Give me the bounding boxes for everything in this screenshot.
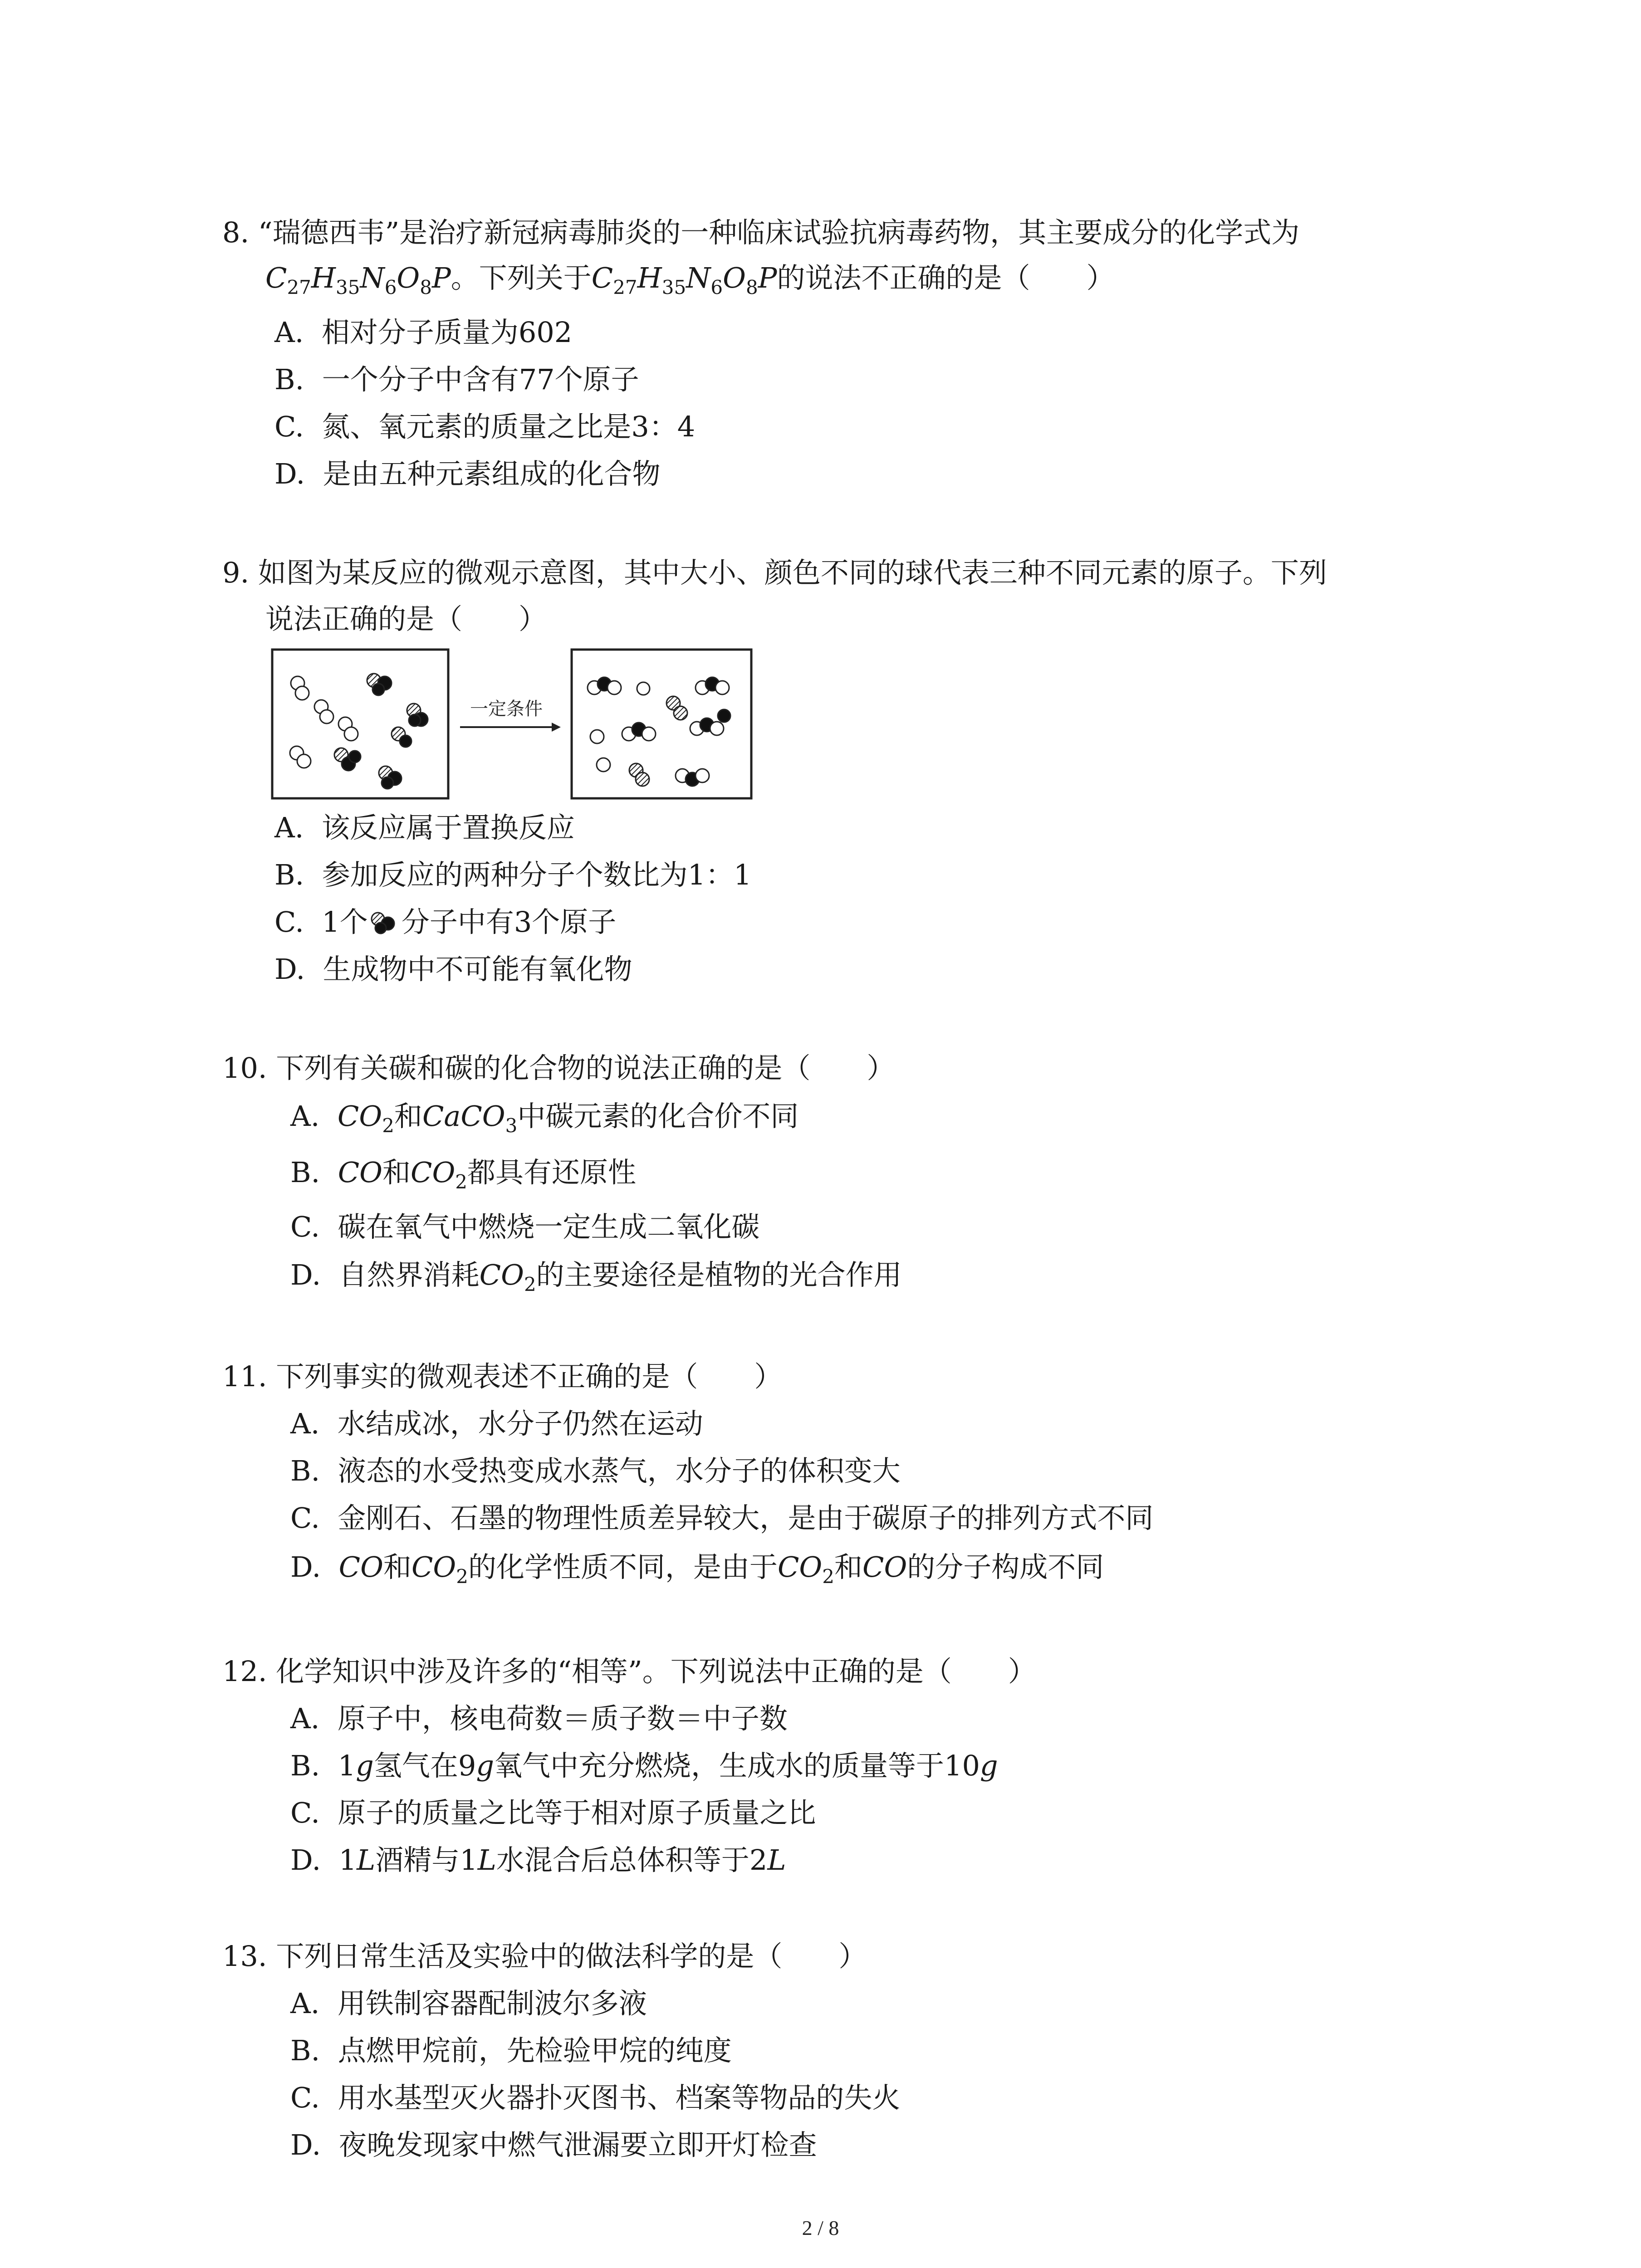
chemical-formula: $C_{27}H_{35}N_6O_8P$ <box>265 261 451 298</box>
arrow-label: 一定条件 <box>470 699 543 719</box>
option-d: D. 1L酒精与1L水混合后总体积等于2L <box>290 1843 786 1877</box>
chemical-formula: $C_{27}H_{35}N_6O_8P$ <box>591 261 777 298</box>
option-d: D. 生成物中不可能有氧化物 <box>274 953 632 986</box>
option-b: B. 一个分子中含有77个原子 <box>274 363 639 396</box>
option-d: D. 是由五种元素组成的化合物 <box>274 457 661 490</box>
question-9-stem-line2: 说法正确的是（ ） <box>265 602 547 635</box>
question-number: 8. <box>222 216 250 249</box>
option-a: A. 用铁制容器配制波尔多液 <box>290 1987 647 2020</box>
option-a: A. $CO_2$和CaCO$_3$中碳元素的化合价不同 <box>290 1100 799 1137</box>
question-13-stem: 13. 下列日常生活及实验中的做法科学的是（ ） <box>222 1940 867 1973</box>
question-10-stem: 10. 下列有关碳和碳的化合物的说法正确的是（ ） <box>222 1051 895 1085</box>
option-c: C. 氮、氧元素的质量之比是3：4 <box>274 410 696 443</box>
option-c: C. 碳在氧气中燃烧一定生成二氧化碳 <box>290 1210 760 1243</box>
option-b: B. 液态的水受热变成水蒸气，水分子的体积变大 <box>290 1454 901 1487</box>
option-a: A. 水结成冰，水分子仍然在运动 <box>290 1407 703 1440</box>
option-d: D. 夜晚发现家中燃气泄漏要立即开灯检查 <box>290 2128 817 2161</box>
option-c: C. 金刚石、石墨的物理性质差异较大，是由于碳原子的排列方式不同 <box>290 1501 1154 1535</box>
option-d: D. 自然界消耗$CO_2$的主要途径是植物的光合作用 <box>290 1258 902 1295</box>
reaction-diagram <box>270 648 753 800</box>
question-number: 13. <box>222 1940 267 1973</box>
question-9-stem-line1: 9. 如图为某反应的微观示意图，其中大小、颜色不同的球代表三种不同元素的原子。下列 <box>222 556 1327 589</box>
question-11-stem: 11. 下列事实的微观表述不正确的是（ ） <box>222 1360 783 1393</box>
option-c: C. 用水基型灭火器扑灭图书、档案等物品的失火 <box>290 2081 901 2114</box>
option-a: A. 该反应属于置换反应 <box>274 811 575 844</box>
question-number: 12. <box>222 1655 267 1688</box>
page-number: 2 / 8 <box>802 2216 839 2239</box>
option-b: B. CO和$CO_2$都具有还原性 <box>290 1156 637 1193</box>
question-8-stem-line1: 8. “瑞德西韦”是治疗新冠病毒肺炎的一种临床试验抗病毒药物，其主要成分的化学式为 <box>222 216 1300 249</box>
option-b: B. 点燃甲烷前，先检验甲烷的纯度 <box>290 2034 732 2067</box>
question-8-stem-line2: $C_{27}H_{35}N_6O_8P$。下列关于$C_{27}H_{35}N_6O_8P$的说法不正确的是（ ） <box>265 261 1115 298</box>
option-b: B. 1g氢气在9g氧气中充分燃烧，生成水的质量等于10g <box>290 1749 998 1782</box>
option-c: C. 1个 分子中有3个原子 <box>274 905 617 938</box>
option-d: D. CO和$CO_2$的化学性质不同，是由于$CO_2$和CO的分子构成不同 <box>290 1550 1104 1588</box>
question-number: 11. <box>222 1360 267 1393</box>
question-number: 9. <box>222 556 250 589</box>
option-a: A. 相对分子质量为602 <box>274 316 573 349</box>
molecule-icon <box>368 909 402 936</box>
question-number: 10. <box>222 1051 267 1085</box>
question-12-stem: 12. 化学知识中涉及许多的“相等”。下列说法中正确的是（ ） <box>222 1655 1036 1688</box>
option-a: A. 原子中，核电荷数＝质子数＝中子数 <box>290 1702 788 1735</box>
products-box <box>572 650 751 798</box>
option-c: C. 原子的质量之比等于相对原子质量之比 <box>290 1796 816 1829</box>
option-b: B. 参加反应的两种分子个数比为1：1 <box>274 858 752 891</box>
